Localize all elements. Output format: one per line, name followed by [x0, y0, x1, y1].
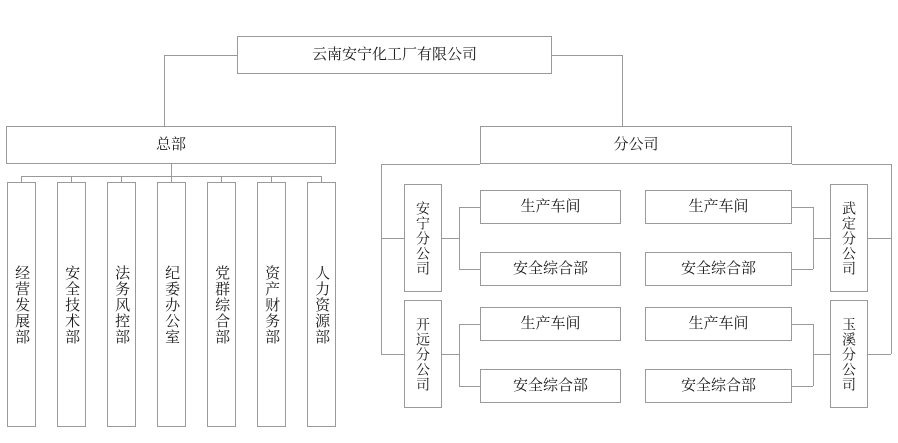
node-branch-group[interactable]: 分公司: [480, 126, 792, 164]
connector-wuding-out: [813, 238, 830, 239]
connector-branch-right-spine: [891, 164, 892, 354]
node-sub-wuding[interactable]: 武定分公司: [830, 184, 868, 292]
connector-anning-spine: [459, 207, 460, 269]
connector-kaiyuan-out: [442, 354, 459, 355]
node-sub-kaiyuan[interactable]: 开远分公司: [404, 300, 442, 408]
node-unit-safety-wuding[interactable]: 安全综合部: [645, 252, 792, 286]
node-headquarters[interactable]: 总部: [6, 126, 336, 164]
connector-branch-right-out: [792, 164, 891, 165]
connector-anning-in: [381, 238, 404, 239]
connector-kaiyuan-spine: [459, 324, 460, 386]
connector-branch-left-out: [381, 164, 480, 165]
node-sub-anning[interactable]: 安宁分公司: [404, 184, 442, 292]
node-unit-safety-yuxi[interactable]: 安全综合部: [645, 369, 792, 403]
connector-anning-safe: [459, 269, 480, 270]
connector-wuding-safe: [792, 269, 813, 270]
connector-wuding-spine: [813, 207, 814, 269]
node-unit-safety-kaiyuan[interactable]: 安全综合部: [480, 369, 621, 403]
node-dept-discipline-office[interactable]: 纪委办公室: [157, 182, 186, 427]
connector-root-right-down: [622, 55, 623, 134]
connector-yuxi-spine: [813, 324, 814, 386]
connector-yuxi-out: [813, 354, 830, 355]
node-dept-legal-risk-control[interactable]: 法务风控部: [107, 182, 136, 427]
node-unit-production-yuxi[interactable]: 生产车间: [645, 307, 792, 341]
connector-kaiyuan-in: [381, 354, 404, 355]
connector-yuxi-safe: [792, 386, 813, 387]
node-dept-assets-finance[interactable]: 资产财务部: [257, 182, 286, 427]
connector-wuding-in: [868, 238, 891, 239]
connector-yuxi-in: [868, 354, 891, 355]
node-dept-safety-technology[interactable]: 安全技术部: [57, 182, 86, 427]
node-dept-human-resources[interactable]: 人力资源部: [307, 182, 336, 427]
connector-wuding-prod: [792, 207, 813, 208]
connector-root-bus-right: [552, 55, 622, 56]
connector-yuxi-prod: [792, 324, 813, 325]
connector-root-left-down: [164, 55, 165, 134]
connector-root-bus: [164, 55, 237, 56]
connector-kaiyuan-safe: [459, 386, 480, 387]
node-unit-production-anning[interactable]: 生产车间: [480, 190, 621, 224]
node-unit-safety-anning[interactable]: 安全综合部: [480, 252, 621, 286]
node-unit-production-wuding[interactable]: 生产车间: [645, 190, 792, 224]
node-dept-party-affairs[interactable]: 党群综合部: [207, 182, 236, 427]
connector-anning-prod: [459, 207, 480, 208]
node-root[interactable]: 云南安宁化工厂有限公司: [237, 36, 552, 74]
connector-hq-stem: [171, 164, 172, 176]
connector-branch-left-spine: [381, 164, 382, 354]
node-dept-business-development[interactable]: 经营发展部: [7, 182, 36, 427]
node-sub-yuxi[interactable]: 玉溪分公司: [830, 300, 868, 408]
node-unit-production-kaiyuan[interactable]: 生产车间: [480, 307, 621, 341]
connector-kaiyuan-prod: [459, 324, 480, 325]
connector-anning-out: [442, 238, 459, 239]
